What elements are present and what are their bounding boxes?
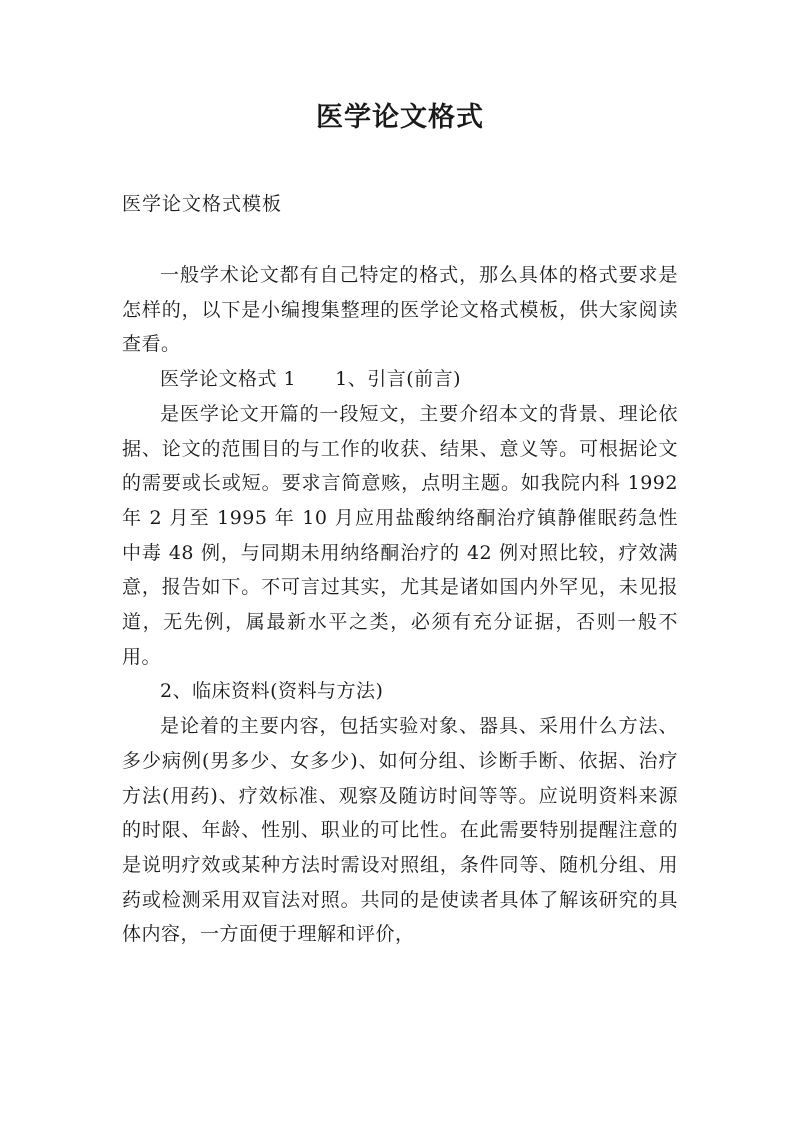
paragraph-intro: 一般学术论文都有自己特定的格式，那么具体的格式要求是怎样的，以下是小编搜集整理的医学论文格式模板，供大家阅读查看。	[122, 264, 678, 356]
paragraph-clinical-data-body: 是论着的主要内容，包括实验对象、器具、采用什么方法、多少病例(男多少、女多少)、如何分组、诊断手断、依据、治疗方法(用药)、疗效标准、观察及随访时间等等。应说明资料来源的时限、年龄、性别、职业的可比性。在此需要特别提醒注意的是说明疗效或某种方法时需设对照组，条件同等、随机分组、用药或检测采用双盲法对照。共同的是使读者具体了解该研究的具体内容，一方面便于理解和评价，	[122, 715, 678, 946]
page-title: 医学论文格式	[316, 102, 484, 133]
paragraph-introduction-body: 是医学论文开篇的一段短文，主要介绍本文的背景、理论依据、论文的范围目的与工作的收获、结果、意义等。可根据论文的需要或长或短。要求言简意赅，点明主题。如我院内科 1992 年 2 月至 1995 年 10 月应用盐酸纳络酮治疗镇静催眠药急性中毒 48 例，与同期未用纳络酮治疗的 42 例对照比较，疗效满意，报告如下。不可言过其实，尤其是诸如国内外罕见，未见报道，无先例，属最新水平之类，必须有充分证据，否则一般不用。	[122, 402, 678, 668]
document-subtitle: 医学论文格式模板	[122, 193, 283, 215]
document-body	[122, 258, 678, 952]
section-heading-clinical-data: 2、临床资料(资料与方法)	[160, 680, 384, 703]
section-heading-introduction: 医学论文格式 1 1、引言(前言)	[160, 368, 462, 391]
